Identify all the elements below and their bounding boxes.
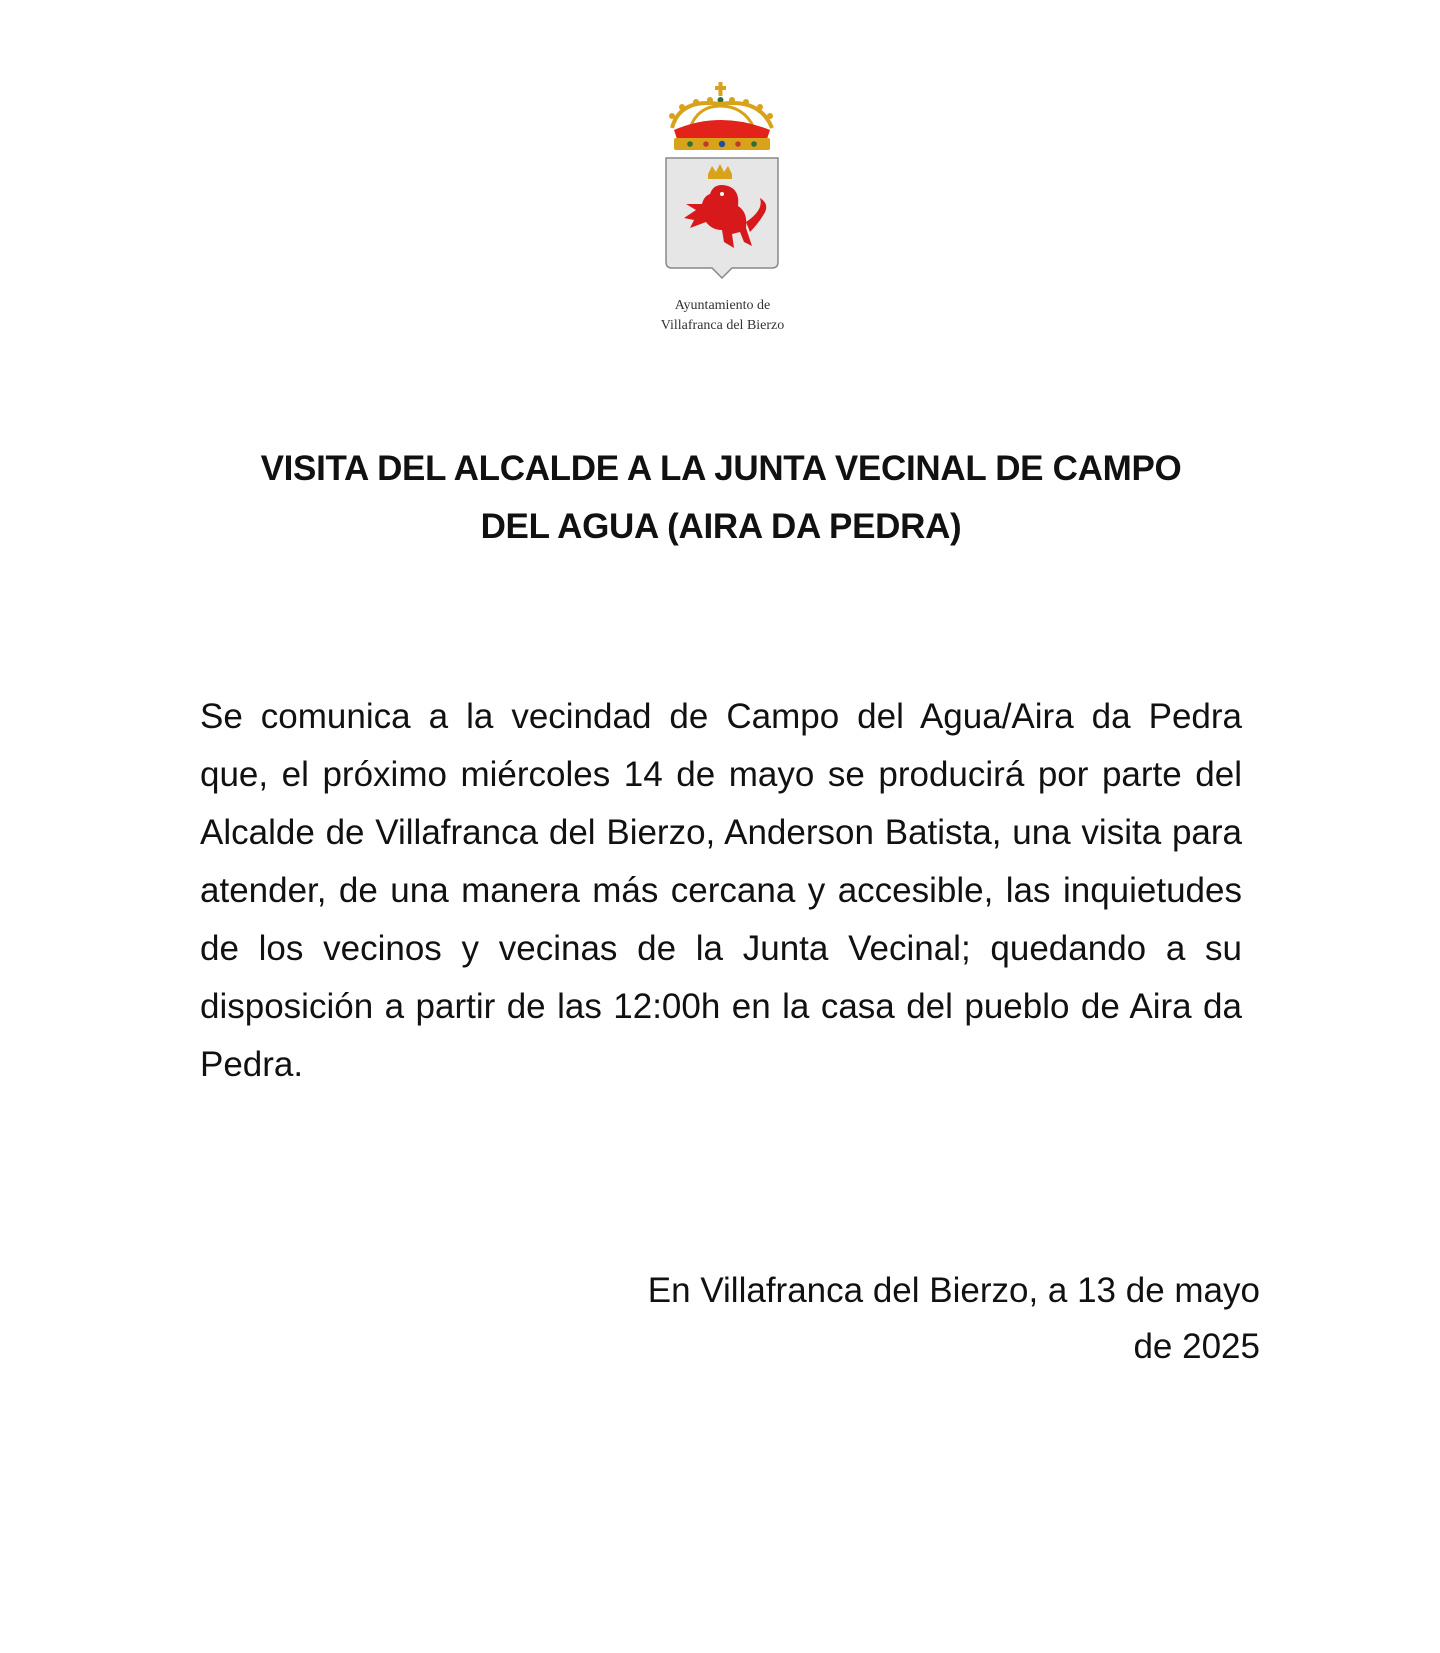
title-line1: VISITA DEL ALCALDE A LA JUNTA VECINAL DE CAMPO — [260, 449, 1182, 488]
coat-of-arms-icon — [660, 82, 784, 292]
crest-caption-line2: Villafranca del Bierzo — [660, 318, 785, 333]
crest-caption-line1: Ayuntamiento de — [674, 298, 771, 313]
crest-caption — [560, 296, 885, 336]
document-title — [160, 440, 1282, 556]
title-line2: DEL AGUA (AIRA DA PEDRA) — [480, 507, 962, 546]
municipal-coat-of-arms — [660, 82, 784, 292]
dateline — [560, 1263, 1260, 1375]
dateline-line1: En Villafranca del Bierzo, a 13 de mayo — [647, 1271, 1260, 1310]
announcement-body: Se comunica a la vecindad de Campo del Agua/Aira da Pedra que, el próximo miércoles 14 de mayo se producirá por parte del Alcalde de Villafranca del Bierzo, Anderson Batista, una visita para atender, de una manera más cercana y accesible, las inquietudes de los vecinos y vecinas de la Junta Vecinal; quedando a su disposición a partir de las 12:00h en la casa del pueblo de Aira da Pedra. — [200, 697, 1242, 1084]
dateline-line2: de 2025 — [1133, 1327, 1260, 1366]
